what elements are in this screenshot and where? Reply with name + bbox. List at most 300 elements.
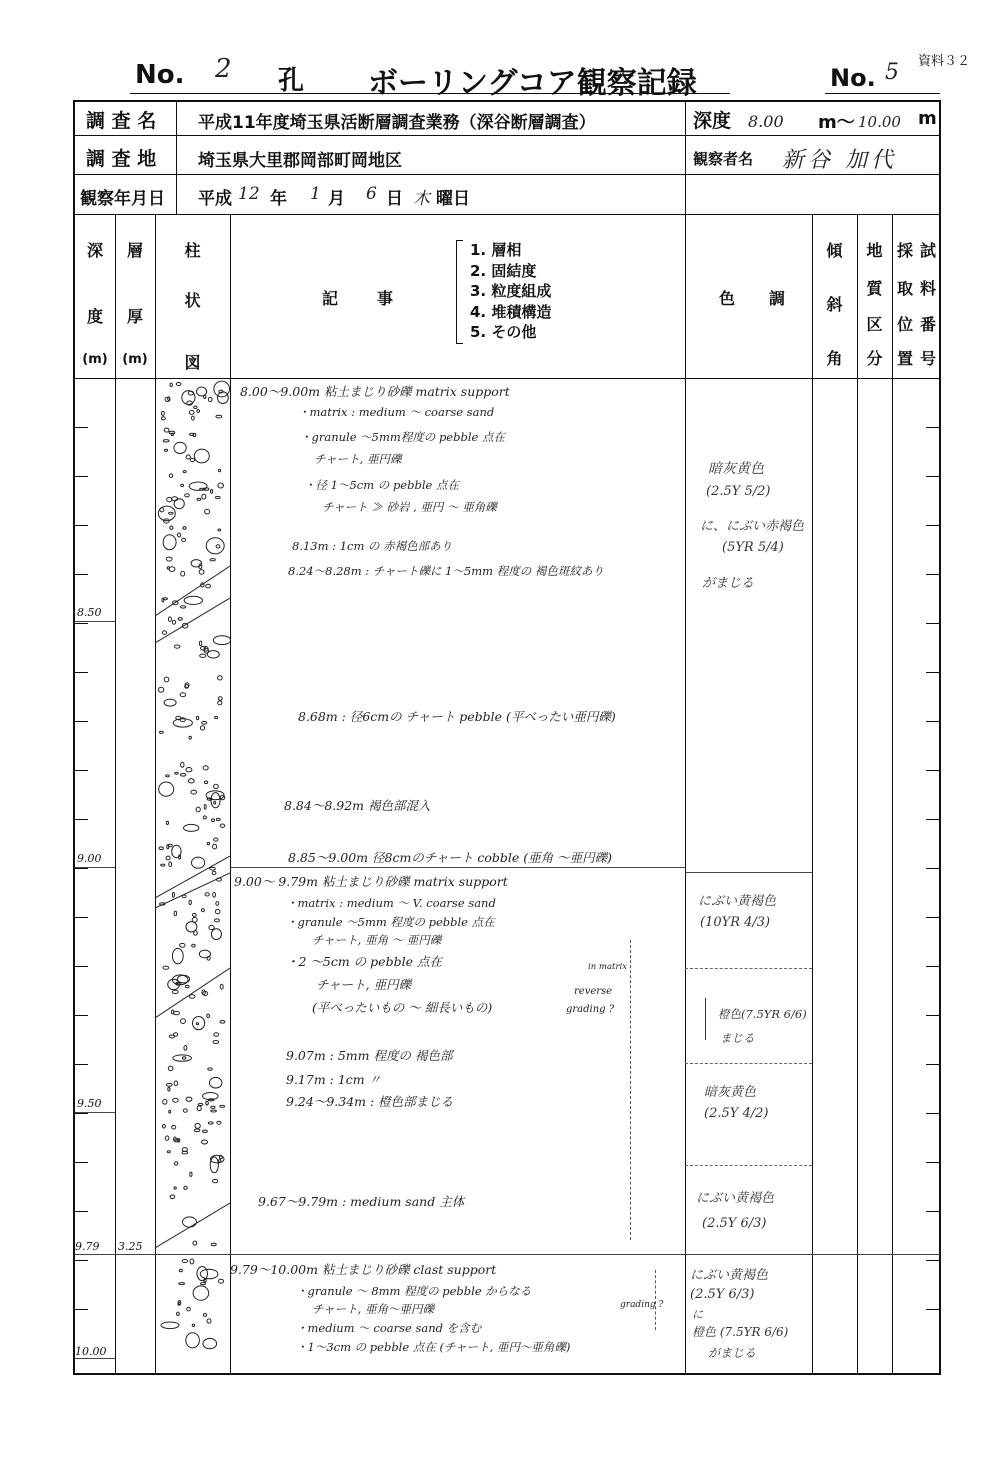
depth-tick-left xyxy=(74,476,88,477)
note-5: ・径 1〜5cm の pebble 点在 xyxy=(304,478,459,492)
pebble-small xyxy=(192,944,196,947)
depth-tick-left xyxy=(74,672,88,673)
color-note-14: にぶい黄褐色 xyxy=(690,1268,769,1283)
pebble-small xyxy=(174,645,180,648)
pebble-small xyxy=(214,919,219,922)
pebble-small xyxy=(216,415,222,418)
pebble-small xyxy=(220,984,223,989)
color-note-10: 暗灰黄色 xyxy=(704,1085,757,1100)
pebble-small xyxy=(162,1125,165,1129)
pebble-small xyxy=(186,455,190,459)
pebble-small xyxy=(184,1046,187,1051)
hole-number: 2 xyxy=(215,54,232,84)
dip-col-head-2: 斜 xyxy=(826,295,843,314)
pebble-small xyxy=(208,1122,213,1124)
article-item-3: 3. 粒度組成 xyxy=(470,282,552,300)
pebble-small xyxy=(178,533,181,537)
pebble-large xyxy=(186,1333,200,1348)
pebble-small xyxy=(198,1104,203,1106)
pebble-small xyxy=(167,497,172,501)
depth-col-head-2: 度 xyxy=(86,307,103,326)
pebble-large xyxy=(184,824,199,831)
depth-unit-end: m xyxy=(918,108,937,129)
survey-name-label: 調 査 名 xyxy=(86,110,157,132)
pebble-small xyxy=(204,781,207,784)
col-divider-article xyxy=(685,214,686,1375)
color-note-9: まじる xyxy=(720,1031,755,1045)
note-10: 8.84〜8.92m 褐色部混入 xyxy=(284,798,431,813)
color-note-11: (2.5Y 4/2) xyxy=(704,1106,769,1121)
pebble-small xyxy=(190,1172,192,1176)
col-divider-geo xyxy=(892,214,893,1375)
pebble-small xyxy=(192,416,195,420)
pebble-small xyxy=(193,433,196,436)
depth-tick-right xyxy=(926,819,940,820)
pebble-large xyxy=(174,499,184,509)
observer-label: 観察者名 xyxy=(693,150,754,168)
pebble-small xyxy=(220,1105,225,1107)
color-note-16: に xyxy=(692,1308,703,1321)
note-27: ・1〜3cm の pebble 点在 (チャート, 亜円〜亜角礫) xyxy=(296,1340,571,1354)
pebble-small xyxy=(186,768,192,772)
depth-tick-right xyxy=(926,917,940,918)
color-note-4: (5YR 5/4) xyxy=(722,540,784,555)
pebble-small xyxy=(203,1130,208,1132)
pebble-small xyxy=(197,410,200,413)
columnar-pebbles xyxy=(158,381,230,1349)
pebble-small xyxy=(210,559,215,561)
pebble-small xyxy=(216,818,220,820)
pebble-small xyxy=(182,538,186,541)
depth-tick-left xyxy=(74,1309,88,1310)
depth-tick-right xyxy=(926,1113,940,1114)
pebble-small xyxy=(218,701,222,705)
dip-col-head-3: 角 xyxy=(826,349,843,368)
note-25: チャート, 亜角〜亜円礫 xyxy=(312,1302,434,1316)
pebble-small xyxy=(204,805,206,810)
column-col-head-2: 状 xyxy=(184,291,201,310)
note-20: 9.17m : 1cm 〃 xyxy=(286,1072,382,1087)
boundary-color-d xyxy=(685,1165,812,1166)
pebble-small xyxy=(193,1241,197,1245)
color-col-head-2: 調 xyxy=(768,289,785,308)
depth-unit-mid: m〜 xyxy=(818,112,855,133)
header-label-divider xyxy=(176,100,177,214)
thickness-col-head-2: 厚 xyxy=(126,307,143,326)
pebble-small xyxy=(169,1035,174,1038)
pebble-small xyxy=(176,383,181,386)
pebble-large xyxy=(218,392,229,404)
pebble-small xyxy=(161,411,164,415)
pebble-small xyxy=(170,1195,175,1199)
pebble-small xyxy=(166,557,172,561)
col-divider-dip xyxy=(857,214,858,1375)
sample-col-head-b2: 料 xyxy=(919,279,936,298)
pebble-small xyxy=(200,654,206,657)
note-14: ・granule 〜5mm 程度の pebble 点在 xyxy=(286,915,495,929)
pebble-small xyxy=(201,909,204,912)
side-note-grading-2: grading ? xyxy=(620,1300,664,1310)
page-title: ボーリングコア観察記録 xyxy=(368,66,697,101)
article-item-4: 4. 堆積構造 xyxy=(470,302,552,321)
pebble-small xyxy=(175,772,178,774)
pebble-small xyxy=(214,801,216,804)
pebble-small xyxy=(202,721,207,724)
pebble-small xyxy=(169,1110,171,1113)
pebble-small xyxy=(169,862,172,867)
pebble-small xyxy=(218,697,222,700)
pebble-small xyxy=(181,762,184,767)
geo-col-head-3: 区 xyxy=(866,315,883,334)
pebble-small xyxy=(218,483,224,488)
pebble-large xyxy=(211,793,220,808)
pebble-small xyxy=(168,1066,173,1071)
pebble-large xyxy=(200,1269,218,1279)
date-row xyxy=(198,184,678,210)
pebble-small xyxy=(192,917,197,922)
pebble-small xyxy=(181,606,186,608)
header-right-divider xyxy=(685,100,686,214)
depth-tick-left xyxy=(74,770,88,771)
pebble-small xyxy=(211,490,213,494)
pebble-large xyxy=(172,845,181,857)
pebble-small xyxy=(197,498,201,500)
columnar-section xyxy=(155,378,230,1358)
pebble-small xyxy=(211,1106,215,1108)
pebble-small xyxy=(172,990,178,993)
pebble-small xyxy=(220,824,224,827)
color-note-6: にぶい黄褐色 xyxy=(698,894,777,909)
side-note-grading-1: grading ? xyxy=(566,1004,615,1015)
date-month: 1 xyxy=(310,184,321,204)
note-11: 8.85〜9.00m 径8cmのチャート cobble (亜角 〜亜円礫) xyxy=(288,850,613,865)
side-note-reverse: reverse xyxy=(574,986,613,997)
pebble-small xyxy=(190,1259,194,1264)
note-3: ・granule 〜5mm程度の pebble 点在 xyxy=(300,430,505,444)
article-items-bracket xyxy=(456,240,463,344)
color-note-12: にぶい黄褐色 xyxy=(696,1191,775,1206)
depth-tick-left xyxy=(74,966,88,967)
pebble-small xyxy=(202,1140,208,1144)
pebble-small xyxy=(200,726,204,730)
depth-tick-right xyxy=(926,1064,940,1065)
date-era: 平成 xyxy=(198,189,232,209)
pebble-small xyxy=(179,1269,182,1271)
pebble-small xyxy=(196,807,200,812)
depth-tick-right xyxy=(926,525,940,526)
pebble-small xyxy=(166,1083,172,1086)
color-note-5: がまじる xyxy=(702,576,755,591)
pebble-small xyxy=(161,864,165,866)
pebble-large xyxy=(210,1077,222,1088)
thickness-col-head-1: 層 xyxy=(126,241,143,260)
pebble-small xyxy=(162,631,166,635)
pebble-small xyxy=(160,731,164,733)
date-month-unit: 月 xyxy=(328,189,345,209)
pebble-small xyxy=(207,1014,210,1017)
pebble-large xyxy=(184,596,202,604)
pebble-small xyxy=(174,1162,177,1165)
sample-col-head-b1: 試 xyxy=(919,241,936,260)
geo-col-head-1: 地 xyxy=(866,241,883,260)
sample-col-head-b4: 号 xyxy=(919,349,936,368)
pebble-large xyxy=(172,948,183,963)
pebble-small xyxy=(182,1259,187,1262)
thickness-col-head-3: (m) xyxy=(122,352,148,367)
note-4: チャート, 亜円礫 xyxy=(314,452,402,466)
pebble-small xyxy=(212,819,215,822)
pebble-small xyxy=(169,512,174,514)
note-24: ・granule 〜 8mm 程度の pebble からなる xyxy=(296,1284,532,1298)
color-note-8: 橙色(7.5YR 6/6) xyxy=(718,1007,807,1021)
pebble-small xyxy=(213,1179,218,1182)
depth-mark-979: 9.79 xyxy=(75,1240,100,1253)
note-13: ・matrix : medium 〜 V. coarse sand xyxy=(286,896,496,910)
pebble-small xyxy=(213,844,217,849)
pebble-small xyxy=(203,766,208,770)
pebble-large xyxy=(194,449,209,463)
pebble-small xyxy=(185,985,189,988)
geo-col-head-4: 分 xyxy=(866,349,883,368)
note-12: 9.00〜 9.79m 粘土まじり砂礫 matrix support xyxy=(234,874,508,889)
color-note-3: に、にぶい赤褐色 xyxy=(700,519,805,534)
depth-line-1000 xyxy=(75,1358,115,1359)
title-bar xyxy=(130,54,940,101)
boundary-900-notes xyxy=(230,867,685,868)
depth-tick-left xyxy=(74,427,88,428)
pebble-small xyxy=(208,1068,212,1070)
pebble-large xyxy=(189,482,207,490)
date-weekday: 木 xyxy=(413,189,430,209)
pebble-small xyxy=(183,471,186,473)
date-day: 6 xyxy=(366,184,377,204)
pebble-large xyxy=(192,857,205,868)
pebble-large xyxy=(214,381,230,397)
pebble-small xyxy=(170,526,173,529)
pebble-small xyxy=(219,1160,221,1163)
depth-tick-right xyxy=(926,721,940,722)
pebble-small xyxy=(158,687,163,692)
pebble-large xyxy=(206,538,224,554)
pebble-small xyxy=(194,931,198,935)
note-23: 9.79〜10.00m 粘土まじり砂礫 clast support xyxy=(230,1262,497,1277)
pebble-large xyxy=(210,1157,218,1173)
note-16: ・2 〜5cm の pebble 点在 xyxy=(286,954,442,969)
pebble-small xyxy=(173,1098,179,1102)
title-underline-left xyxy=(130,93,730,94)
depth-tick-right xyxy=(926,574,940,575)
orange-zone-arrow xyxy=(705,998,706,1040)
depth-line-900 xyxy=(75,867,115,868)
pebble-large xyxy=(159,782,174,796)
sample-col-head-b3: 番 xyxy=(919,315,936,334)
pebble-small xyxy=(188,779,194,783)
pebble-small xyxy=(172,892,174,897)
pebble-small xyxy=(189,900,191,904)
pebble-small xyxy=(196,1023,198,1025)
boundary-color-a xyxy=(685,872,812,873)
pebble-small xyxy=(220,1021,225,1024)
pebble-small xyxy=(183,527,186,530)
depth-tick-left xyxy=(74,623,88,624)
pebble-large xyxy=(164,699,176,706)
pebble-small xyxy=(184,1186,187,1189)
depth-col-head-1: 深 xyxy=(86,241,103,260)
pebble-small xyxy=(165,449,168,451)
column-col-head-1: 柱 xyxy=(184,241,201,260)
article-items xyxy=(470,240,551,343)
pebble-small xyxy=(205,893,209,896)
depth-tick-left xyxy=(74,1015,88,1016)
depth-tick-right xyxy=(926,623,940,624)
pebble-small xyxy=(163,1099,167,1104)
note-8: 8.24〜8.28m : チャート礫に 1〜5mm 程度の 褐色斑紋あり xyxy=(288,564,604,578)
depth-tick-right xyxy=(926,427,940,428)
pebble-small xyxy=(206,584,211,588)
depth-tick-left xyxy=(74,1162,88,1163)
pebble-large xyxy=(174,442,186,453)
date-weekday-unit: 曜日 xyxy=(436,189,470,209)
pebble-small xyxy=(170,383,172,386)
color-col-head-1: 色 xyxy=(718,289,735,308)
pebble-small xyxy=(164,428,169,432)
pebble-small xyxy=(214,784,219,788)
depth-tick-right xyxy=(926,1162,940,1163)
sheet-no-label: No. xyxy=(830,64,876,92)
article-col-head-1: 記 xyxy=(321,289,338,308)
pebble-small xyxy=(166,775,170,777)
pebble-small xyxy=(178,1302,180,1305)
pebble-small xyxy=(217,1121,221,1124)
observer-name: 新谷 加代 xyxy=(782,148,897,173)
clast-grading-dashline xyxy=(655,1270,656,1330)
pebble-small xyxy=(189,736,191,739)
pebble-small xyxy=(177,1312,180,1315)
pebble-small xyxy=(199,570,204,575)
pebble-small xyxy=(166,856,170,860)
pebble-small xyxy=(191,790,197,794)
pebble-small xyxy=(207,842,209,844)
pebble-small xyxy=(215,716,218,718)
pebble-small xyxy=(181,571,185,576)
pebble-small xyxy=(169,474,172,478)
depth-tick-left xyxy=(74,1211,88,1212)
pebble-small xyxy=(190,458,194,461)
document-reference: 資料３２ xyxy=(918,54,971,69)
date-day-unit: 日 xyxy=(386,189,403,209)
note-18: (平べったいもの 〜 細長いもの) xyxy=(312,1000,493,1015)
title-underline-right xyxy=(825,93,940,94)
pebble-small xyxy=(181,484,184,486)
depth-tick-left xyxy=(74,525,88,526)
note-22: 9.67〜9.79m : medium sand 主体 xyxy=(258,1194,465,1209)
depth-tick-left xyxy=(74,868,88,869)
pebble-large xyxy=(161,1322,179,1329)
pebble-large xyxy=(163,535,176,550)
pebble-small xyxy=(210,867,216,870)
note-19: 9.07m : 5mm 程度の 褐色部 xyxy=(286,1048,453,1063)
header-row-line-1 xyxy=(73,135,941,136)
color-note-1: 暗灰黄色 xyxy=(708,461,764,477)
depth-label: 深度 xyxy=(693,110,732,132)
color-note-15: (2.5Y 6/3) xyxy=(690,1287,755,1302)
note-6: チャート ≫ 砂岩 , 亜円 〜 亜角礫 xyxy=(322,500,497,514)
note-9: 8.68m : 径6cmの チャート pebble (平べったい亜円礫) xyxy=(298,709,616,724)
depth-tick-right xyxy=(926,868,940,869)
color-note-17: 橙色 (7.5YR 6/6) xyxy=(692,1325,789,1339)
pebble-small xyxy=(174,911,177,915)
col-divider-column xyxy=(230,214,231,1375)
pebble-small xyxy=(203,816,206,819)
pebble-small xyxy=(182,1151,188,1154)
pebble-small xyxy=(169,567,175,572)
sample-col-head-a3: 位 xyxy=(896,315,913,334)
pebble-large xyxy=(191,560,201,567)
thickness-mark-325: 3.25 xyxy=(118,1240,143,1253)
depth-mark-850: 8.50 xyxy=(77,606,102,619)
pebble-small xyxy=(172,1125,176,1129)
note-1: 8.00〜9.00m 粘土まじり砂礫 matrix support xyxy=(240,384,510,399)
pebble-small xyxy=(208,397,212,401)
pebble-small xyxy=(171,433,174,435)
hole-suffix: 孔 xyxy=(278,66,305,96)
pebble-small xyxy=(211,1110,217,1112)
dip-col-head-1: 傾 xyxy=(826,241,843,260)
article-item-2: 2. 固結度 xyxy=(470,261,537,280)
header-row-line-2 xyxy=(73,174,941,175)
pebble-small xyxy=(194,406,197,409)
pebble-small xyxy=(161,417,165,420)
reverse-grading-dashline xyxy=(630,940,631,1240)
pebble-small xyxy=(163,966,169,969)
pebble-small xyxy=(182,1057,185,1059)
survey-name: 平成11年度埼玉県活断層調査業務（深谷断層調査） xyxy=(198,113,596,133)
pebble-small xyxy=(219,1279,224,1283)
depth-tick-right xyxy=(926,1211,940,1212)
date-label: 観察年月日 xyxy=(80,189,165,209)
note-15: チャート, 亜角 〜 亜円礫 xyxy=(312,933,442,947)
depth-tick-right xyxy=(926,1260,940,1261)
pebble-small xyxy=(164,677,169,682)
depth-tick-right xyxy=(926,672,940,673)
pebble-small xyxy=(218,529,221,531)
pebble-large xyxy=(173,719,192,727)
depth-tick-left xyxy=(74,1260,88,1261)
pebble-small xyxy=(214,838,218,841)
pebble-small xyxy=(195,1123,200,1128)
pebble-small xyxy=(218,676,223,680)
pebble-small xyxy=(189,410,194,414)
columnar-hatch xyxy=(155,566,230,1248)
depth-tick-left xyxy=(74,721,88,722)
pebble-small xyxy=(180,774,185,777)
article-item-5: 5. その他 xyxy=(470,323,537,341)
col-divider-color xyxy=(812,214,813,1375)
pebble-small xyxy=(194,1129,200,1132)
pebble-small xyxy=(199,641,201,646)
boundary-color-b xyxy=(685,968,812,969)
pebble-small xyxy=(185,494,190,497)
pebble-small xyxy=(174,1081,178,1086)
pebble-small xyxy=(159,847,163,850)
note-2: ・matrix : medium 〜 coarse sand xyxy=(298,405,495,419)
depth-tick-right xyxy=(926,1309,940,1310)
pebble-small xyxy=(203,1313,206,1316)
pebble-small xyxy=(197,1106,201,1111)
pebble-small xyxy=(172,1010,174,1014)
pebble-small xyxy=(167,1151,170,1153)
pebble-small xyxy=(179,1283,185,1285)
